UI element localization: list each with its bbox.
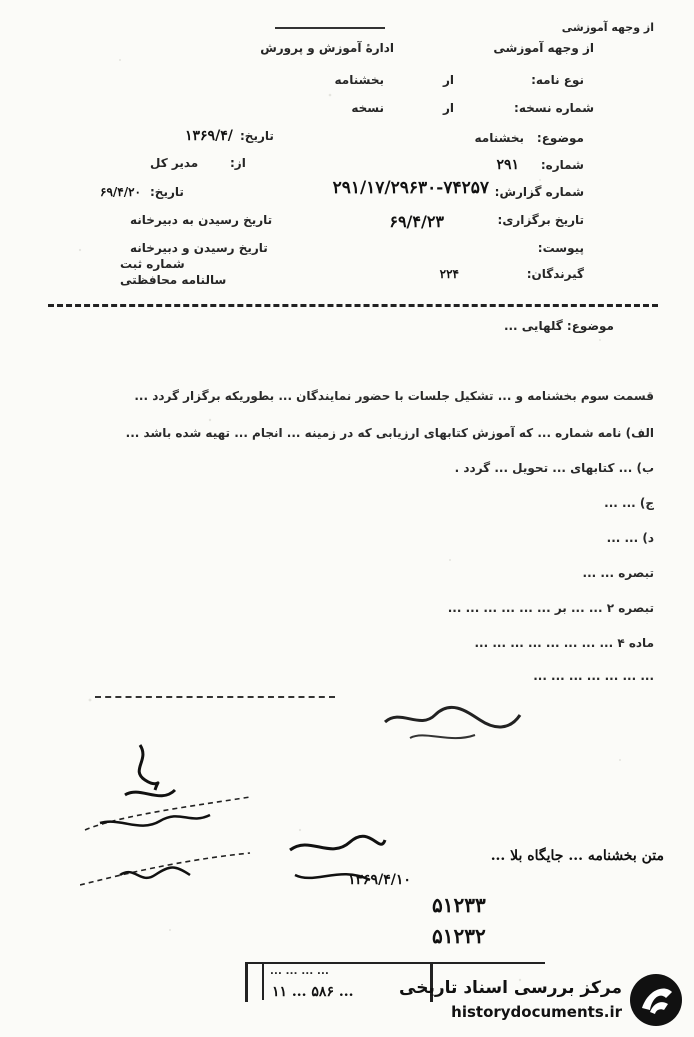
from-label: از: [230, 156, 246, 170]
date-value: ۱۳۶۹/۴/ [185, 128, 233, 144]
body-line-2: الف) نامه شماره ... که آموزش کتابهای ارزیابی که در زمینه ... انجام ... تهیه شده باشد ... [125, 426, 654, 440]
body-line-4: ج) ... ... [604, 496, 654, 510]
separator-dashed [48, 304, 658, 307]
subject-label: موضوع: [536, 131, 584, 145]
footer-bar-left [245, 962, 248, 1002]
body-line-1: قسمت سوم بخشنامه و ... تشکیل جلسات با حضور نمایندگان ... بطوریکه برگزار گردد ... [134, 389, 654, 403]
body-line-3: ب) ... کتابهای ... تحویل ... گردد . [454, 461, 654, 475]
row-type-value: بخشنامه [334, 73, 384, 87]
recipients-label: گیرندگان: [526, 267, 584, 281]
rec-note: تاریخ رسیدن به دبیرخانه [130, 213, 273, 227]
row-count-from: ار [442, 101, 454, 115]
watermark-text-fa: مرکز بررسی اسناد تاریخی [399, 978, 622, 998]
signature-scribble [280, 830, 390, 900]
body-line-7: تبصره ۲ ... ... بر ... ... ... ... ... ... [447, 601, 654, 615]
number-label: شماره: [540, 158, 584, 172]
watermark [399, 972, 688, 1030]
footer-numbers: ۱۱ ... ۵۸۶ ... [272, 984, 354, 1000]
receive-value: ۶۹/۴/۲۳ [389, 212, 444, 231]
date-label: تاریخ: [240, 129, 274, 143]
subject-line: موضوع: گلهایی ... [503, 319, 614, 333]
body-line-6: تبصره ... ... [582, 566, 654, 580]
handwritten-number-2: ۵۱۲۳۲ [432, 924, 486, 948]
receive-label: تاریخ برگزاری: [497, 213, 584, 227]
from-value: مدیر کل [150, 156, 199, 170]
header-dept-label: از وجهه آموزشی [493, 41, 594, 55]
attach-label: پیوست: [537, 241, 584, 255]
body-line-5: د) ... ... [606, 531, 654, 545]
watermark-text-en: historydocuments.ir [451, 1003, 622, 1021]
body-line-9: ... ... ... ... ... ... ... [533, 669, 654, 683]
handwritten-bottom-note: متن بخشنامه ... جایگاه بلا ... [490, 848, 664, 864]
ref-date-value: ۶۹/۴/۲۰ [100, 185, 141, 199]
sec-note-3: سالنامه محافظتی [120, 273, 227, 287]
body-end-rule [95, 696, 335, 698]
ref-date-label: تاریخ: [150, 185, 184, 199]
number-value: ۲۹۱ [496, 157, 519, 173]
ref-label: شماره گزارش: [494, 185, 584, 199]
recipients-value: ۲۲۴ [439, 267, 459, 281]
archive-logo-icon [628, 972, 684, 1028]
row-type-label: نوع نامه: [531, 73, 584, 87]
subject-value: بخشنامه [474, 131, 524, 145]
signature-stamp [380, 700, 530, 750]
sec-note-2: شماره ثبت [120, 257, 185, 271]
footer-bar-left-2 [262, 962, 264, 1000]
ref-value: ۲۹۱/۱۷/۲۹۶۳۰-۷۴۲۵۷ [332, 178, 489, 198]
handwritten-date: ۱۳۶۹/۴/۱۰ [348, 872, 411, 888]
handwritten-number-1: ۵۱۲۳۳ [432, 893, 486, 917]
row-count-value: نسخه [351, 101, 384, 115]
handwritten-note-left [80, 735, 280, 905]
body-line-8: ماده ۴ ... ... ... ... ... ... ... ... [474, 636, 654, 650]
header-dept: ادارۀ آموزش و پرورش [260, 41, 394, 55]
header-rule [275, 27, 385, 29]
row-count-label: شماره نسخه: [514, 101, 594, 115]
footer-stamp: ... ... ... ... [270, 966, 330, 977]
sec-note-1: تاریخ رسیدن و دبیرخانه [130, 241, 268, 255]
header-top-right: از وجهه آموزشی [561, 21, 654, 34]
row-type-from: ار [442, 73, 454, 87]
